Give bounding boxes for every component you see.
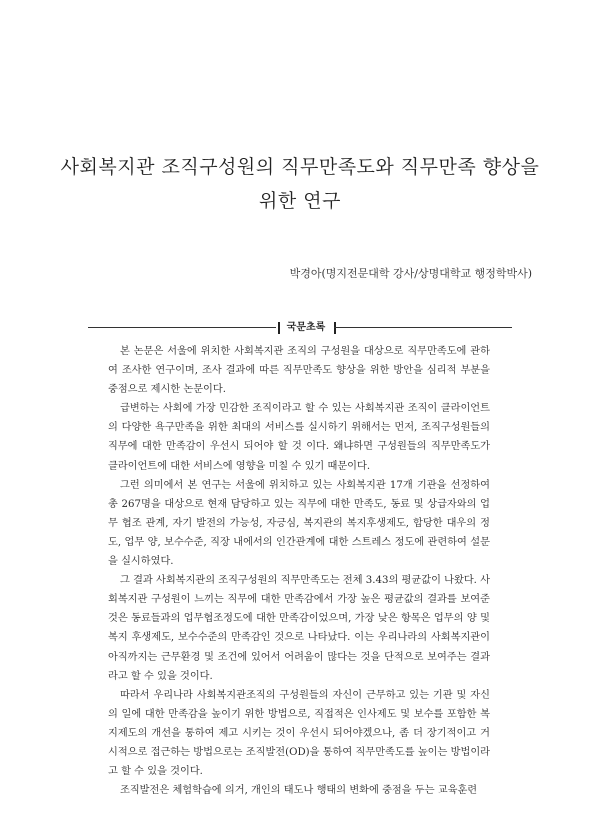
abstract-body [108,342,490,800]
abstract-rule-right [334,327,512,328]
abstract-paragraph-6: 조직발전은 체험학습에 의거, 개인의 태도나 행태의 변화에 중점을 두는 교육훈련 [120,785,478,797]
page-title-line-2: 위한 연구 [259,190,341,212]
abstract-rule-left [88,327,276,328]
abstract-paragraph-4: 그 결과 사회복지관의 조직구성원의 직무만족도는 전체 3.43의 평균값이 나왔다. 사회복지관 구성원이 느끼는 직무에 대한 만족감에서 가장 높은 평균값의 결과를 보여준 것은 동료들과의 업무협조정도에 대한 만족감이었으며, 가장 낮은 항목은 업무의 양 및 복지 후생제도, 보수수준의 만족감인 것으로 나타났다. 이는 우리나라의 사회복지관이 아직까지는 근무환경 및 조건에 있어서 어려움이 많다는 것을 단적으로 보여주는 결과라고 할 수 있을 것이다. [108,575,490,682]
abstract-header [88,322,512,334]
page-title-line-1: 사회복지관 조직구성원의 직무만족도와 직무만족 향상을 [60,156,540,178]
abstract-paragraph-5: 따라서 우리나라 사회복지관조직의 구성원들의 자신이 근무하고 있는 기관 및 자신의 일에 대한 만족감을 높이기 위한 방법으로, 직접적은 인사제도 및 보수를 포함한 복지제도의 개선을 통하여 제고 시키는 것이 우선시 되어야겠으나, 좀 더 장기적이고 거시적으로 접근하는 방법으로는 조직발전(OD)을 통하여 직무만족도를 높이는 방법이라고 할 수 있을 것이다. [108,689,490,778]
abstract-label: 국문초록 [286,322,326,333]
author-affiliation: 박경아(명지전문대학 강사/상명대학교 행정학박사) [289,267,532,280]
abstract-paragraph-3: 그런 의미에서 본 연구는 서울에 위치하고 있는 사회복지관 17개 기관을 선정하여 총 267명을 대상으로 현재 담당하고 있는 직무에 대한 만족도, 동료 및 상급자와의 업무 협조 관계, 자기 발전의 가능성, 자긍심, 복지관의 복지후생제도, 합당한 대우의 정도, 업무 양, 보수수준, 직장 내에서의 인간관계에 대한 스트레스 정도에 관련하여 설문을 실시하였다. [108,479,490,568]
abstract-paragraph-1: 본 논문은 서울에 위치한 사회복지관 조직의 구성원을 대상으로 직무만족도에 관하여 조사한 연구이며, 조사 결과에 따른 직무만족도 향상을 위한 방안을 심리적 부분을 중점으로 제시한 논문이다. [108,346,490,396]
abstract-paragraph-2: 급변하는 사회에 가장 민감한 조직이라고 할 수 있는 사회복지관 조직이 클라이언트의 다양한 욕구만족을 위한 최대의 서비스를 실시하기 위해서는 먼저, 조직구성원들의 직무에 대한 만족감이 우선시 되어야 할 것 이다. 왜냐하면 구성원들의 직무만족도가 클라이언트에 대한 서비스에 영향을 미칠 수 있기 때문이다. [108,403,490,472]
